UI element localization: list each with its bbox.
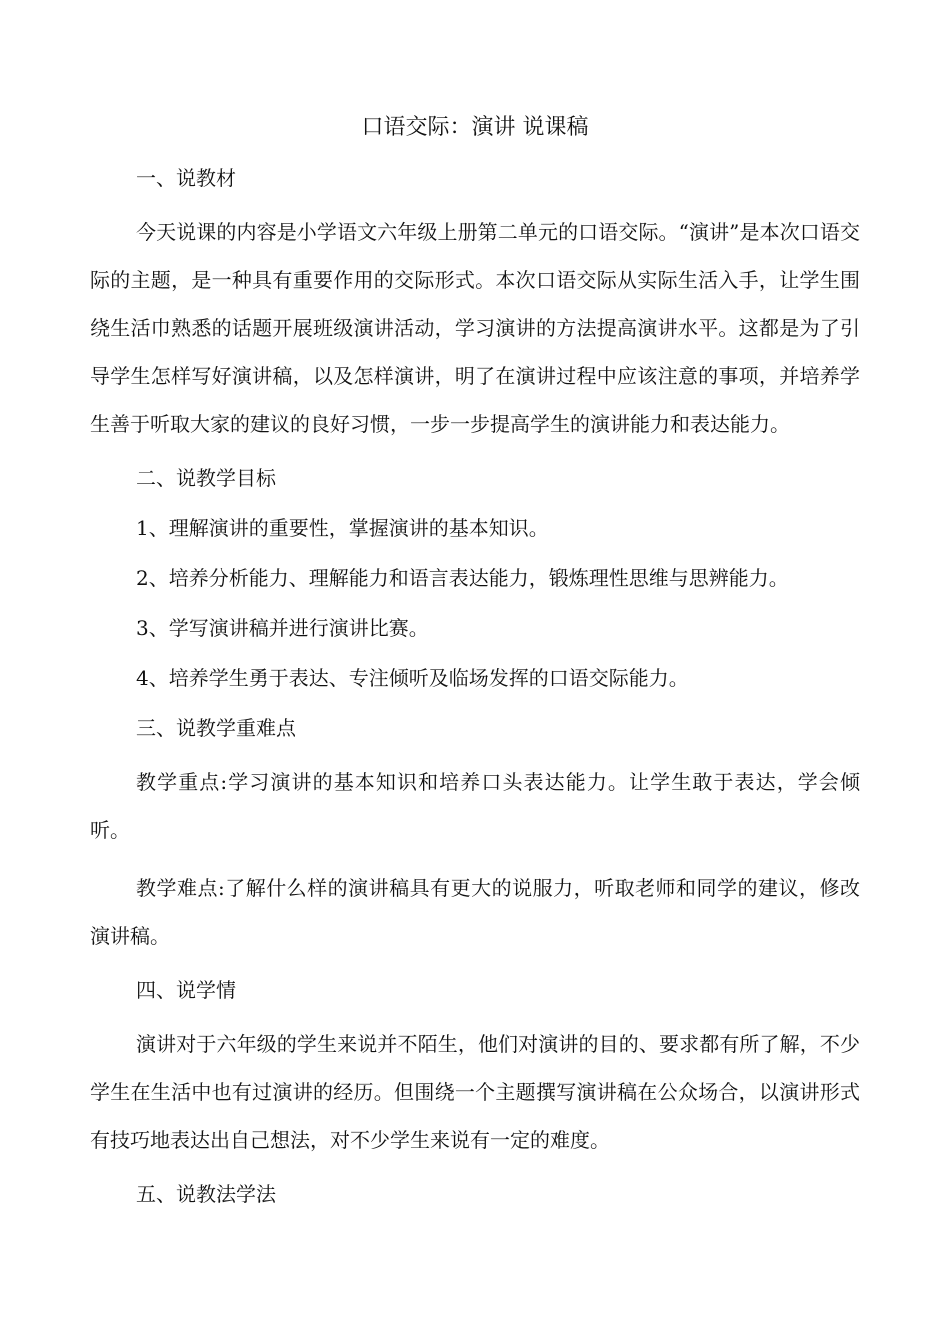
textbook-paragraph: 今天说课的内容是小学语文六年级上册第二单元的口语交际。“演讲”是本次口语交际的主题，是一种具有重要作用的交际形式。本次口语交际从实际生活入手，让学生围绕生活巾熟悉的话题开展班级演讲活动，学习演讲的方法提高演讲水平。这都是为了引导学生怎样写好演讲稿，以及怎样演讲，明了在演讲过程中应该注意的事项，并培养学生善于听取大家的建议的良好习惯，一步一步提高学生的演讲能力和表达能力。: [90, 220, 860, 436]
section-heading-objectives: 二、说教学目标: [136, 466, 276, 490]
document-page: [90, 108, 860, 1224]
objective-item-2: 2、培养分析能力、理解能力和语言表达能力，锻炼理性思维与思辨能力。: [136, 566, 789, 590]
objective-item-1: 1、理解演讲的重要性，掌握演讲的基本知识。: [136, 516, 549, 540]
student-situation-paragraph: 演讲对于六年级的学生来说并不陌生，他们对演讲的目的、要求都有所了解，不少学生在生活中也有过演讲的经历。但围绕一个主题撰写演讲稿在公众场合，以演讲形式有技巧地表达出自己想法，对不少学生来说有一定的难度。: [90, 1032, 860, 1152]
objective-item-3: 3、学写演讲稿并进行演讲比赛。: [136, 616, 429, 640]
section-heading-key-points: 三、说教学重难点: [136, 716, 296, 740]
section-heading-student-situation: 四、说学情: [136, 978, 236, 1002]
section-heading-methods: 五、说教法学法: [136, 1182, 276, 1206]
document-title: 口语交际：演讲 说课稿: [361, 115, 589, 140]
section-heading-textbook: 一、说教材: [136, 166, 236, 190]
difficult-point-paragraph: 教学难点:了解什么样的演讲稿具有更大的说服力，听取老师和同学的建议，修改演讲稿。: [90, 876, 860, 948]
objective-item-4: 4、培养学生勇于表达、专注倾听及临场发挥的口语交际能力。: [136, 666, 689, 690]
key-point-paragraph: 教学重点:学习演讲的基本知识和培养口头表达能力。让学生敢于表达，学会倾听。: [90, 770, 860, 842]
